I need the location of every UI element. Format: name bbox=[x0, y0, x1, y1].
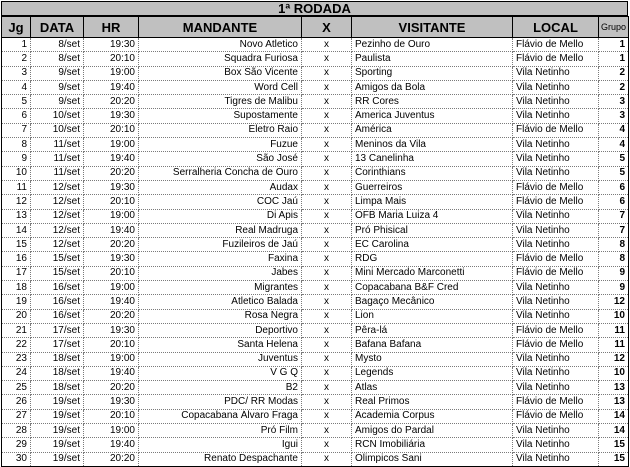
cell-grupo: 5 bbox=[599, 166, 629, 180]
cell-hr: 19:00 bbox=[84, 352, 139, 366]
header-local: LOCAL bbox=[513, 17, 599, 38]
cell-visitante: Paulista bbox=[352, 52, 513, 66]
cell-local: Flávio de Mello bbox=[513, 123, 599, 137]
cell-x: x bbox=[302, 309, 352, 323]
cell-data: 16/set bbox=[31, 281, 84, 295]
cell-hr: 20:10 bbox=[84, 195, 139, 209]
cell-data: 12/set bbox=[31, 223, 84, 237]
cell-data: 9/set bbox=[31, 80, 84, 94]
cell-jg: 30 bbox=[2, 452, 31, 466]
header-data: DATA bbox=[31, 17, 84, 38]
header-x: X bbox=[302, 17, 352, 38]
cell-grupo: 9 bbox=[599, 266, 629, 280]
cell-hr: 19:30 bbox=[84, 38, 139, 52]
cell-mandante: Copacabana Álvaro Fraga bbox=[139, 409, 302, 423]
cell-visitante: Bafana Bafana bbox=[352, 338, 513, 352]
cell-hr: 19:30 bbox=[84, 109, 139, 123]
round-title: 1ª RODADA bbox=[1, 1, 628, 16]
cell-jg: 6 bbox=[2, 109, 31, 123]
cell-local: Flávio de Mello bbox=[513, 195, 599, 209]
table-row bbox=[2, 80, 629, 94]
cell-x: x bbox=[302, 109, 352, 123]
cell-jg: 9 bbox=[2, 152, 31, 166]
cell-mandante: Fuzileiros de Jaú bbox=[139, 238, 302, 252]
cell-x: x bbox=[302, 166, 352, 180]
cell-mandante: Tigres de Malibu bbox=[139, 95, 302, 109]
cell-mandante: Jabes bbox=[139, 266, 302, 280]
header-row bbox=[2, 17, 629, 38]
cell-visitante: Olimpicos Sani bbox=[352, 452, 513, 466]
cell-local: Vila Netinho bbox=[513, 381, 599, 395]
cell-jg: 4 bbox=[2, 80, 31, 94]
cell-mandante: PDC/ RR Modas bbox=[139, 395, 302, 409]
cell-hr: 19:30 bbox=[84, 395, 139, 409]
cell-data: 11/set bbox=[31, 152, 84, 166]
cell-jg: 14 bbox=[2, 223, 31, 237]
cell-local: Vila Netinho bbox=[513, 424, 599, 438]
table-row bbox=[2, 281, 629, 295]
cell-data: 19/set bbox=[31, 409, 84, 423]
cell-local: Vila Netinho bbox=[513, 66, 599, 80]
cell-jg: 22 bbox=[2, 338, 31, 352]
cell-jg: 23 bbox=[2, 352, 31, 366]
table-row bbox=[2, 323, 629, 337]
cell-jg: 20 bbox=[2, 309, 31, 323]
cell-mandante: Audax bbox=[139, 180, 302, 194]
table-row bbox=[2, 223, 629, 237]
table-row bbox=[2, 395, 629, 409]
cell-data: 17/set bbox=[31, 323, 84, 337]
header-hr: HR bbox=[84, 17, 139, 38]
cell-visitante: EC Carolina bbox=[352, 238, 513, 252]
schedule-rows bbox=[2, 38, 629, 467]
table-row bbox=[2, 409, 629, 423]
cell-visitante: America Juventus bbox=[352, 109, 513, 123]
cell-grupo: 12 bbox=[599, 352, 629, 366]
cell-jg: 13 bbox=[2, 209, 31, 223]
cell-local: Flávio de Mello bbox=[513, 38, 599, 52]
cell-local: Vila Netinho bbox=[513, 238, 599, 252]
cell-visitante: Copacabana B&F Cred bbox=[352, 281, 513, 295]
cell-data: 10/set bbox=[31, 123, 84, 137]
cell-x: x bbox=[302, 381, 352, 395]
cell-data: 19/set bbox=[31, 424, 84, 438]
cell-jg: 8 bbox=[2, 138, 31, 152]
cell-visitante: Amigos da Bola bbox=[352, 80, 513, 94]
cell-mandante: Box São Vicente bbox=[139, 66, 302, 80]
table-row bbox=[2, 123, 629, 137]
schedule-sheet bbox=[1, 1, 629, 465]
cell-grupo: 14 bbox=[599, 409, 629, 423]
cell-grupo: 6 bbox=[599, 180, 629, 194]
table-row bbox=[2, 352, 629, 366]
table-row bbox=[2, 295, 629, 309]
cell-visitante: Pró Phisical bbox=[352, 223, 513, 237]
cell-jg: 7 bbox=[2, 123, 31, 137]
header-mandante: MANDANTE bbox=[139, 17, 302, 38]
cell-visitante: Legends bbox=[352, 366, 513, 380]
cell-grupo: 2 bbox=[599, 80, 629, 94]
cell-local: Vila Netinho bbox=[513, 366, 599, 380]
cell-x: x bbox=[302, 295, 352, 309]
cell-mandante: Pró Film bbox=[139, 424, 302, 438]
cell-x: x bbox=[302, 80, 352, 94]
cell-x: x bbox=[302, 366, 352, 380]
cell-hr: 19:00 bbox=[84, 281, 139, 295]
table-row bbox=[2, 366, 629, 380]
cell-data: 9/set bbox=[31, 95, 84, 109]
cell-x: x bbox=[302, 209, 352, 223]
cell-hr: 19:40 bbox=[84, 366, 139, 380]
cell-local: Vila Netinho bbox=[513, 209, 599, 223]
cell-grupo: 13 bbox=[599, 395, 629, 409]
cell-data: 9/set bbox=[31, 66, 84, 80]
table-row bbox=[2, 209, 629, 223]
cell-hr: 20:10 bbox=[84, 52, 139, 66]
cell-grupo: 3 bbox=[599, 109, 629, 123]
cell-mandante: Santa Helena bbox=[139, 338, 302, 352]
cell-visitante: Guerreiros bbox=[352, 180, 513, 194]
table-row bbox=[2, 52, 629, 66]
cell-grupo: 1 bbox=[599, 52, 629, 66]
cell-visitante: Amigos do Pardal bbox=[352, 424, 513, 438]
cell-visitante: 13 Canelinha bbox=[352, 152, 513, 166]
cell-local: Vila Netinho bbox=[513, 352, 599, 366]
cell-hr: 19:40 bbox=[84, 438, 139, 452]
cell-visitante: RDG bbox=[352, 252, 513, 266]
cell-x: x bbox=[302, 223, 352, 237]
cell-local: Flávio de Mello bbox=[513, 323, 599, 337]
cell-hr: 19:40 bbox=[84, 80, 139, 94]
cell-visitante: Real Primos bbox=[352, 395, 513, 409]
cell-hr: 19:40 bbox=[84, 295, 139, 309]
table-row bbox=[2, 452, 629, 466]
cell-mandante: Faxina bbox=[139, 252, 302, 266]
cell-hr: 19:30 bbox=[84, 252, 139, 266]
cell-mandante: Novo Atletico bbox=[139, 38, 302, 52]
cell-local: Flávio de Mello bbox=[513, 180, 599, 194]
cell-hr: 19:40 bbox=[84, 223, 139, 237]
table-row bbox=[2, 195, 629, 209]
table-row bbox=[2, 180, 629, 194]
cell-visitante: Lion bbox=[352, 309, 513, 323]
cell-x: x bbox=[302, 452, 352, 466]
cell-mandante: Serralheria Concha de Ouro bbox=[139, 166, 302, 180]
cell-visitante: OFB Maria Luiza 4 bbox=[352, 209, 513, 223]
cell-hr: 20:20 bbox=[84, 381, 139, 395]
cell-x: x bbox=[302, 38, 352, 52]
table-row bbox=[2, 438, 629, 452]
cell-x: x bbox=[302, 95, 352, 109]
cell-data: 12/set bbox=[31, 180, 84, 194]
cell-data: 12/set bbox=[31, 209, 84, 223]
cell-x: x bbox=[302, 252, 352, 266]
cell-x: x bbox=[302, 266, 352, 280]
cell-x: x bbox=[302, 395, 352, 409]
cell-jg: 24 bbox=[2, 366, 31, 380]
cell-mandante: Word Cell bbox=[139, 80, 302, 94]
cell-visitante: Bagaço Mecânico bbox=[352, 295, 513, 309]
cell-grupo: 8 bbox=[599, 252, 629, 266]
cell-visitante: Corinthians bbox=[352, 166, 513, 180]
cell-hr: 19:00 bbox=[84, 209, 139, 223]
cell-x: x bbox=[302, 409, 352, 423]
cell-data: 19/set bbox=[31, 452, 84, 466]
cell-grupo: 5 bbox=[599, 152, 629, 166]
table-row bbox=[2, 166, 629, 180]
cell-x: x bbox=[302, 123, 352, 137]
cell-mandante: Eletro Raio bbox=[139, 123, 302, 137]
cell-x: x bbox=[302, 138, 352, 152]
cell-jg: 16 bbox=[2, 252, 31, 266]
cell-grupo: 7 bbox=[599, 209, 629, 223]
cell-mandante: Migrantes bbox=[139, 281, 302, 295]
cell-local: Vila Netinho bbox=[513, 223, 599, 237]
table-row bbox=[2, 338, 629, 352]
cell-data: 12/set bbox=[31, 238, 84, 252]
table-row bbox=[2, 152, 629, 166]
cell-visitante: Atlas bbox=[352, 381, 513, 395]
table-row bbox=[2, 252, 629, 266]
cell-hr: 19:30 bbox=[84, 180, 139, 194]
cell-jg: 29 bbox=[2, 438, 31, 452]
cell-data: 8/set bbox=[31, 38, 84, 52]
cell-hr: 19:30 bbox=[84, 323, 139, 337]
table-row bbox=[2, 309, 629, 323]
cell-x: x bbox=[302, 323, 352, 337]
cell-jg: 26 bbox=[2, 395, 31, 409]
cell-jg: 12 bbox=[2, 195, 31, 209]
cell-grupo: 12 bbox=[599, 295, 629, 309]
cell-x: x bbox=[302, 180, 352, 194]
cell-data: 18/set bbox=[31, 352, 84, 366]
cell-mandante: COC Jaú bbox=[139, 195, 302, 209]
cell-data: 18/set bbox=[31, 381, 84, 395]
cell-hr: 20:20 bbox=[84, 166, 139, 180]
cell-local: Vila Netinho bbox=[513, 80, 599, 94]
table-row bbox=[2, 138, 629, 152]
cell-visitante: Mini Mercado Marconetti bbox=[352, 266, 513, 280]
table-row bbox=[2, 95, 629, 109]
cell-mandante: Atletico Balada bbox=[139, 295, 302, 309]
cell-local: Vila Netinho bbox=[513, 452, 599, 466]
cell-hr: 20:20 bbox=[84, 95, 139, 109]
header-jg: Jg bbox=[2, 17, 31, 38]
cell-data: 11/set bbox=[31, 138, 84, 152]
cell-grupo: 7 bbox=[599, 223, 629, 237]
header-grupo: Grupo bbox=[599, 17, 629, 38]
cell-data: 15/set bbox=[31, 252, 84, 266]
cell-jg: 27 bbox=[2, 409, 31, 423]
table-row bbox=[2, 109, 629, 123]
cell-x: x bbox=[302, 238, 352, 252]
cell-hr: 20:20 bbox=[84, 238, 139, 252]
cell-local: Vila Netinho bbox=[513, 95, 599, 109]
cell-mandante: Di Apis bbox=[139, 209, 302, 223]
cell-local: Flávio de Mello bbox=[513, 395, 599, 409]
cell-data: 18/set bbox=[31, 366, 84, 380]
cell-mandante: Igui bbox=[139, 438, 302, 452]
cell-grupo: 4 bbox=[599, 123, 629, 137]
table-row bbox=[2, 38, 629, 52]
cell-mandante: São José bbox=[139, 152, 302, 166]
cell-grupo: 1 bbox=[599, 38, 629, 52]
cell-visitante: Mysto bbox=[352, 352, 513, 366]
cell-jg: 2 bbox=[2, 52, 31, 66]
cell-local: Vila Netinho bbox=[513, 309, 599, 323]
cell-x: x bbox=[302, 352, 352, 366]
cell-local: Flávio de Mello bbox=[513, 252, 599, 266]
cell-x: x bbox=[302, 66, 352, 80]
cell-grupo: 15 bbox=[599, 452, 629, 466]
cell-grupo: 9 bbox=[599, 281, 629, 295]
table-row bbox=[2, 424, 629, 438]
cell-visitante: Limpa Mais bbox=[352, 195, 513, 209]
table-row bbox=[2, 381, 629, 395]
cell-local: Vila Netinho bbox=[513, 152, 599, 166]
table-row bbox=[2, 66, 629, 80]
cell-x: x bbox=[302, 338, 352, 352]
cell-jg: 1 bbox=[2, 38, 31, 52]
cell-jg: 19 bbox=[2, 295, 31, 309]
cell-x: x bbox=[302, 195, 352, 209]
cell-jg: 11 bbox=[2, 180, 31, 194]
cell-data: 8/set bbox=[31, 52, 84, 66]
cell-hr: 20:10 bbox=[84, 338, 139, 352]
cell-grupo: 2 bbox=[599, 66, 629, 80]
cell-mandante: Supostamente bbox=[139, 109, 302, 123]
cell-hr: 20:20 bbox=[84, 452, 139, 466]
cell-jg: 15 bbox=[2, 238, 31, 252]
cell-local: Flávio de Mello bbox=[513, 266, 599, 280]
cell-jg: 21 bbox=[2, 323, 31, 337]
cell-mandante: Renato Despachante bbox=[139, 452, 302, 466]
cell-jg: 25 bbox=[2, 381, 31, 395]
cell-local: Vila Netinho bbox=[513, 295, 599, 309]
cell-visitante: RR Cores bbox=[352, 95, 513, 109]
cell-hr: 20:20 bbox=[84, 309, 139, 323]
cell-grupo: 14 bbox=[599, 424, 629, 438]
cell-local: Flávio de Mello bbox=[513, 409, 599, 423]
cell-data: 17/set bbox=[31, 338, 84, 352]
cell-data: 11/set bbox=[31, 166, 84, 180]
cell-visitante: Pezinho de Ouro bbox=[352, 38, 513, 52]
table-row bbox=[2, 238, 629, 252]
cell-hr: 20:10 bbox=[84, 123, 139, 137]
cell-grupo: 11 bbox=[599, 323, 629, 337]
cell-jg: 28 bbox=[2, 424, 31, 438]
cell-x: x bbox=[302, 52, 352, 66]
cell-visitante: Meninos da Vila bbox=[352, 138, 513, 152]
cell-mandante: V G Q bbox=[139, 366, 302, 380]
cell-data: 16/set bbox=[31, 309, 84, 323]
table-row bbox=[2, 266, 629, 280]
cell-visitante: Sporting bbox=[352, 66, 513, 80]
cell-grupo: 13 bbox=[599, 381, 629, 395]
cell-jg: 5 bbox=[2, 95, 31, 109]
schedule-table bbox=[1, 16, 629, 467]
cell-local: Flávio de Mello bbox=[513, 338, 599, 352]
cell-jg: 17 bbox=[2, 266, 31, 280]
cell-grupo: 10 bbox=[599, 366, 629, 380]
cell-x: x bbox=[302, 424, 352, 438]
cell-mandante: Deportivo bbox=[139, 323, 302, 337]
cell-grupo: 10 bbox=[599, 309, 629, 323]
cell-visitante: Academia Corpus bbox=[352, 409, 513, 423]
cell-visitante: América bbox=[352, 123, 513, 137]
cell-data: 19/set bbox=[31, 438, 84, 452]
cell-jg: 10 bbox=[2, 166, 31, 180]
cell-hr: 19:40 bbox=[84, 152, 139, 166]
cell-mandante: Rosa Negra bbox=[139, 309, 302, 323]
cell-data: 15/set bbox=[31, 266, 84, 280]
cell-grupo: 4 bbox=[599, 138, 629, 152]
header-visitante: VISITANTE bbox=[352, 17, 513, 38]
cell-data: 10/set bbox=[31, 109, 84, 123]
cell-mandante: B2 bbox=[139, 381, 302, 395]
cell-x: x bbox=[302, 281, 352, 295]
cell-grupo: 3 bbox=[599, 95, 629, 109]
cell-visitante: RCN Imobiliária bbox=[352, 438, 513, 452]
cell-mandante: Fuzue bbox=[139, 138, 302, 152]
cell-jg: 3 bbox=[2, 66, 31, 80]
cell-hr: 19:00 bbox=[84, 424, 139, 438]
cell-hr: 20:10 bbox=[84, 409, 139, 423]
cell-hr: 20:10 bbox=[84, 266, 139, 280]
cell-x: x bbox=[302, 152, 352, 166]
cell-grupo: 8 bbox=[599, 238, 629, 252]
cell-data: 16/set bbox=[31, 295, 84, 309]
cell-data: 12/set bbox=[31, 195, 84, 209]
cell-x: x bbox=[302, 438, 352, 452]
cell-local: Vila Netinho bbox=[513, 281, 599, 295]
cell-local: Vila Netinho bbox=[513, 138, 599, 152]
cell-grupo: 15 bbox=[599, 438, 629, 452]
cell-hr: 19:00 bbox=[84, 138, 139, 152]
cell-hr: 19:00 bbox=[84, 66, 139, 80]
cell-jg: 18 bbox=[2, 281, 31, 295]
cell-mandante: Real Madruga bbox=[139, 223, 302, 237]
cell-data: 19/set bbox=[31, 395, 84, 409]
cell-mandante: Squadra Furiosa bbox=[139, 52, 302, 66]
cell-local: Vila Netinho bbox=[513, 438, 599, 452]
cell-mandante: Juventus bbox=[139, 352, 302, 366]
cell-local: Vila Netinho bbox=[513, 109, 599, 123]
cell-local: Vila Netinho bbox=[513, 166, 599, 180]
cell-grupo: 11 bbox=[599, 338, 629, 352]
cell-grupo: 6 bbox=[599, 195, 629, 209]
cell-visitante: Pêra-lá bbox=[352, 323, 513, 337]
cell-local: Flávio de Mello bbox=[513, 52, 599, 66]
